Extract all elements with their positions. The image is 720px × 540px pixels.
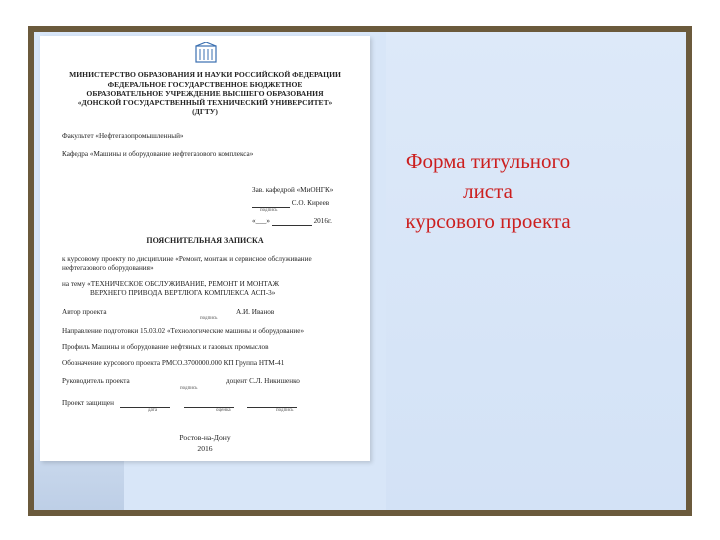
- slide-title-line-3: курсового проекта: [405, 209, 571, 233]
- author-sign-caption: подпись: [200, 316, 218, 321]
- defended-label: Проект защищен: [62, 399, 114, 407]
- department-line: Кафедра «Машины и оборудование нефтегазового комплекса»: [62, 150, 254, 158]
- approval-sign-caption: подпись: [260, 208, 278, 213]
- supervisor-name: доцент С.Л. Никишенко: [226, 377, 300, 385]
- institution-abbr: (ДГТУ): [192, 107, 218, 116]
- designation-line: Обозначение курсового проекта РМСО.3700000.000 КП Группа НТМ-41: [62, 359, 285, 367]
- ministry-name: МИНИСТЕРСТВО ОБРАЗОВАНИЯ И НАУКИ РОССИЙСКОЙ ФЕДЕРАЦИИ: [69, 70, 341, 79]
- institution-line-3: «ДОНСКОЙ ГОСУДАРСТВЕННЫЙ ТЕХНИЧЕСКИЙ УНИВЕРСИТЕТ»: [77, 98, 333, 107]
- year: 2016: [197, 444, 213, 453]
- defended-grade-underline: [184, 400, 234, 408]
- slide-title-line-1: Форма титульного: [405, 149, 571, 173]
- institution-line-2: ОБРАЗОВАТЕЛЬНОЕ УЧРЕЖДЕНИЕ ВЫСШЕГО ОБРАЗОВАНИЯ: [86, 89, 324, 98]
- author-name: А.И. Иванов: [236, 308, 275, 316]
- direction-line: Направление подготовки 15.03.02 «Технологические машины и оборудование»: [62, 327, 305, 335]
- signature-underline: [252, 200, 290, 208]
- approval-name: С.О. Киреев: [291, 199, 330, 207]
- approval-date: [252, 217, 332, 226]
- university-emblem-icon: [194, 42, 218, 64]
- discipline-line-1: к курсовому проекту по дисциплине «Ремонт, монтаж и сервисное обслуживание: [62, 255, 312, 263]
- city: Ростов-на-Дону: [179, 433, 231, 442]
- slide-title-line-2: листа: [463, 179, 513, 203]
- profile-line: Профиль Машины и оборудование нефтяных и газовых промыслов: [62, 343, 269, 351]
- supervisor-sign-caption: подпись: [180, 386, 198, 391]
- slide-frame: [28, 26, 692, 516]
- defended-caption-date: дата: [148, 408, 158, 413]
- defended-line: [62, 399, 297, 408]
- title-page-document: [40, 36, 370, 461]
- slide-title: [368, 146, 608, 236]
- approval-date-year: 2016г.: [313, 217, 332, 225]
- background-panel: [386, 32, 686, 510]
- document-title: ПОЯСНИТЕЛЬНАЯ ЗАПИСКА: [146, 236, 264, 245]
- faculty-line: Факультет «Нефтегазопромышленный»: [62, 132, 184, 140]
- institution-line-1: ФЕДЕРАЛЬНОЕ ГОСУДАРСТВЕННОЕ БЮДЖЕТНОЕ: [107, 80, 303, 89]
- defended-sign-underline: [247, 400, 297, 408]
- defended-date-underline: [120, 400, 170, 408]
- supervisor-label: Руководитель проекта: [62, 377, 130, 385]
- defended-caption-sign: подпись: [276, 408, 294, 413]
- topic-line-2: ВЕРХНЕГО ПРИВОДА ВЕРТЛЮГА КОМПЛЕКСА АСП-3»: [90, 289, 276, 297]
- topic-line-1: на тему «ТЕХНИЧЕСКОЕ ОБСЛУЖИВАНИЕ, РЕМОНТ И МОНТАЖ: [62, 280, 280, 288]
- approval-date-day: «___»: [252, 217, 270, 225]
- defended-caption-grade: оценка: [216, 408, 231, 413]
- author-label: Автор проекта: [62, 308, 107, 316]
- approval-signature: [252, 199, 329, 208]
- discipline-line-2: нефтегазового оборудования»: [62, 264, 154, 272]
- date-underline: [272, 218, 312, 226]
- approval-head: Зав. кафедрой «МиОНГК»: [252, 186, 334, 194]
